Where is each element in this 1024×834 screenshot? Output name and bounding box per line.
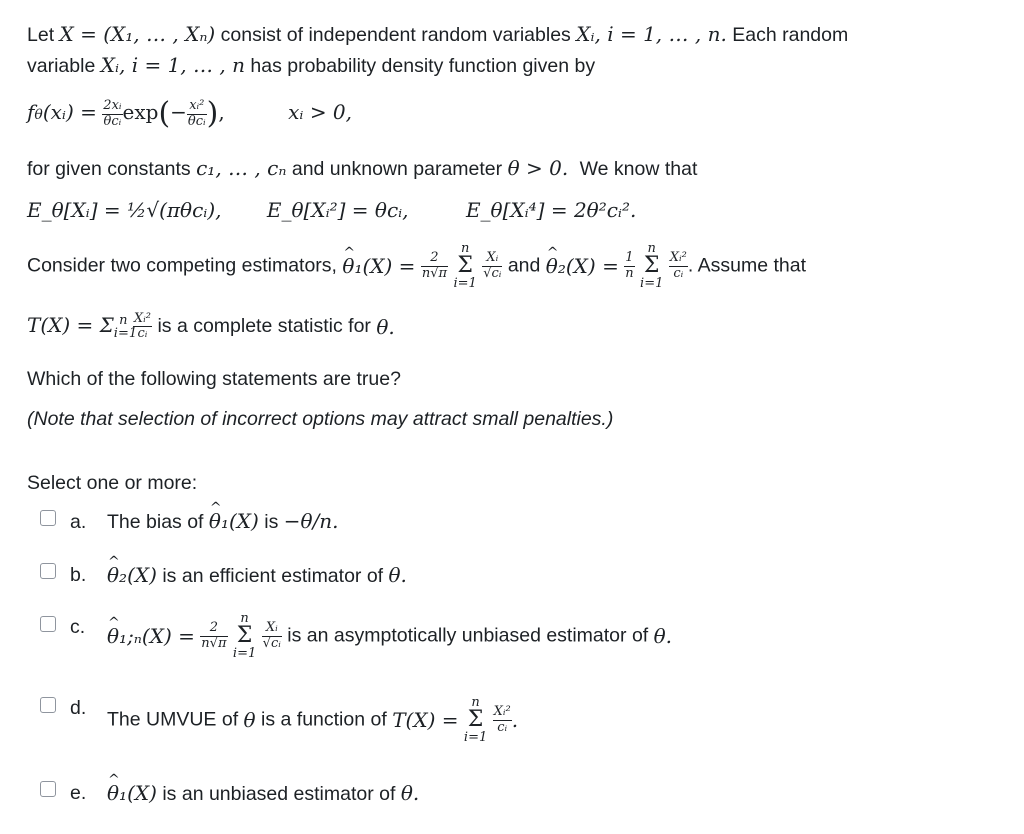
option-a-text[interactable]: The bias of ^ θ₁(X) is −θ/n. <box>107 509 339 534</box>
pdf-formula: fθ(xᵢ) = $\frac{\text{2xᵢ}}{\text{θcᵢ}}$ exp(− $\frac{\text{xᵢ²}}{\text{θcᵢ}}$ ), xᵢ > 0, <box>27 96 353 131</box>
option-d-checkbox[interactable] <box>40 697 56 713</box>
option-b-text[interactable]: ^ θ₂(X) is an efficient estimator of θ. <box>107 563 407 588</box>
option-d-text[interactable]: The UMVUE of θ is a function of T(X) = n Σ i=1 $\frac{\text{Xᵢ²}}{\text{cᵢ}}$ . <box>107 695 519 745</box>
option-d-letter: d. <box>70 697 87 719</box>
question-prompt: Which of the following statements are true? <box>27 368 401 390</box>
select-instruction: Select one or more: <box>27 472 198 494</box>
option-a-letter: a. <box>70 511 87 533</box>
constants-line: for given constants c₁, … , cₙ and unknown parameter θ > 0. We know that <box>27 156 698 180</box>
complete-statistic-line: $T(X) = \Sigma_{i=1}^n$ $\frac{\text{Xᵢ²}}{\text{cᵢ}}$ is a complete statistic for θ. <box>27 311 395 342</box>
option-c-letter: c. <box>70 616 86 638</box>
option-e-letter: e. <box>70 782 87 804</box>
option-a-checkbox[interactable] <box>40 510 56 526</box>
option-b-letter: b. <box>70 564 87 586</box>
estimators-line: Consider two competing estimators, ^ θ₁(X) = $\frac{2}{n√\pi}$ n Σ i=1 $\frac{\text{Xᵢ}}{\text{√cᵢ}}$ and ^ θ₂(X) = $\frac{1}{n}$ n Σ i=1 $\frac{\text{Xᵢ²}}{\text{cᵢ}}$ . Assume that <box>27 242 806 290</box>
option-e-checkbox[interactable] <box>40 781 56 797</box>
option-c-text[interactable]: ^ θ₁;ₙ(X) = $\frac{2}{n√\pi}$ n Σ i=1 $\frac{\text{Xᵢ}}{\text{√cᵢ}}$ is an asymptotically unbiased estimator of θ. <box>107 612 672 660</box>
moments-line: E_θ[Xᵢ] = ½√(πθcᵢ), E_θ[Xᵢ²] = θcᵢ, E_θ[Xᵢ⁴] = 2θ²cᵢ². <box>27 198 637 222</box>
option-e-text[interactable]: ^ θ₁(X) is an unbiased estimator of θ. <box>107 781 419 806</box>
penalty-note: (Note that selection of incorrect options may attract small penalties.) <box>27 408 614 430</box>
option-b-checkbox[interactable] <box>40 563 56 579</box>
intro-line-2: variable Xᵢ, i = 1, … , n has probability density function given by <box>27 53 596 77</box>
intro-line-1: Let X = (X₁, … , Xₙ) consist of independent random variables Xᵢ, i = 1, … , n. Each random <box>27 22 849 46</box>
option-c-checkbox[interactable] <box>40 616 56 632</box>
